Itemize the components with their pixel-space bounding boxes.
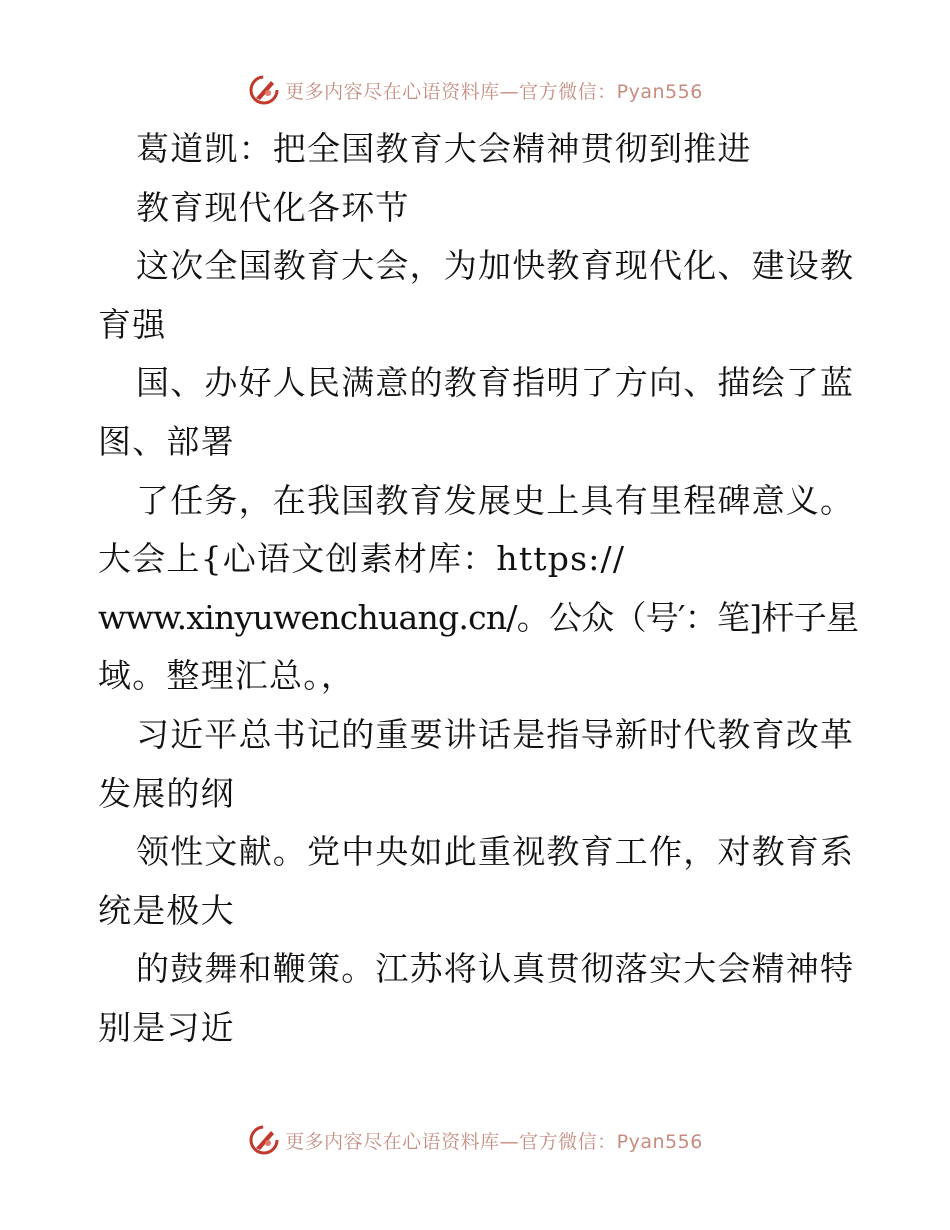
- doc-line: 育强: [98, 304, 167, 344]
- doc-line: 的鼓舞和鞭策。江苏将认真贯彻落实大会精神特: [136, 949, 855, 989]
- watermark-text: 更多内容尽在心语资料库—官方微信：Pyan556: [285, 1130, 703, 1153]
- doc-line: 了任务，在我国教育发展史上具有里程碑意义。: [136, 480, 855, 520]
- doc-line: 别是习近: [98, 1007, 235, 1047]
- doc-line: 域。整理汇总。，: [98, 656, 356, 696]
- doc-line: 大会上{心语文创素材库：https://: [98, 539, 626, 579]
- doc-line: 领性文献。党中央如此重视教育工作，对教育系: [136, 832, 855, 872]
- doc-line: 教育现代化各环节: [136, 187, 410, 227]
- watermark-header: [0, 70, 950, 110]
- doc-line: 统是极大: [98, 890, 235, 930]
- doc-line: www.xinyuwenchuang.cn/。公众（号′：笔]杆子星: [98, 597, 859, 637]
- watermark-text: 更多内容尽在心语资料库—官方微信：Pyan556: [285, 80, 703, 103]
- watermark-footer: [0, 1120, 950, 1160]
- doc-line: 图、部署: [98, 421, 235, 461]
- doc-line: 葛道凯：把全国教育大会精神贯彻到推进: [136, 129, 752, 168]
- doc-line: 习近平总书记的重要讲话是指导新时代教育改革: [136, 714, 855, 754]
- doc-line: 发展的纲: [98, 773, 235, 813]
- doc-line: 这次全国教育大会，为加快教育现代化、建设教: [136, 246, 855, 286]
- brush-seal-logo-icon: [247, 1123, 281, 1157]
- doc-line: 国、办好人民满意的教育指明了方向、描绘了蓝: [136, 363, 855, 403]
- document-body: [98, 120, 858, 1058]
- brush-seal-logo-icon: [247, 73, 281, 107]
